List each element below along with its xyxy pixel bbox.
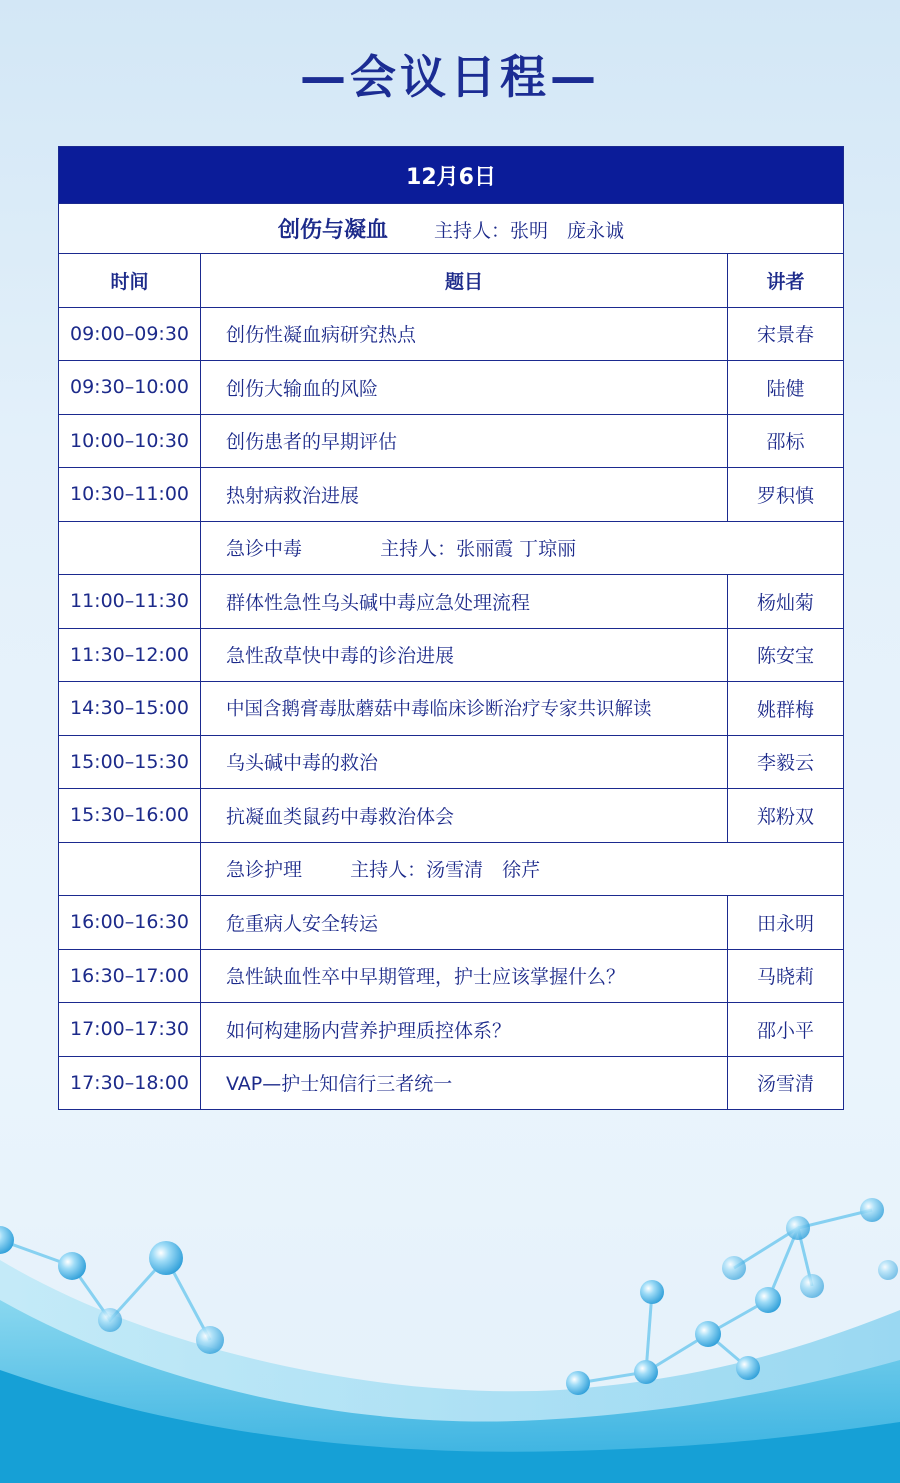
table-header-row bbox=[59, 254, 844, 308]
table-row bbox=[59, 361, 844, 415]
header-time: 时间 bbox=[59, 254, 201, 308]
topic-cell: 创伤大输血的风险 bbox=[201, 361, 728, 415]
speaker-cell: 李毅云 bbox=[728, 735, 844, 789]
topic-cell: 抗凝血类鼠药中毒救治体会 bbox=[201, 789, 728, 843]
table-row bbox=[59, 735, 844, 789]
table-row bbox=[59, 468, 844, 522]
table-row bbox=[59, 575, 844, 629]
speaker-cell: 杨灿菊 bbox=[728, 575, 844, 629]
table-row bbox=[59, 307, 844, 361]
speaker-cell: 马晓莉 bbox=[728, 949, 844, 1003]
table-row bbox=[59, 628, 844, 682]
time-cell: 11:30–12:00 bbox=[59, 628, 201, 682]
time-cell: 14:30–15:00 bbox=[59, 682, 201, 736]
topic-cell: 乌头碱中毒的救治 bbox=[201, 735, 728, 789]
header-topic: 题目 bbox=[201, 254, 728, 308]
topic-cell: 群体性急性乌头碱中毒应急处理流程 bbox=[201, 575, 728, 629]
molecule-wave-decoration bbox=[0, 1140, 900, 1483]
session-name: 急诊中毒 bbox=[226, 538, 303, 561]
speaker-cell: 姚群梅 bbox=[728, 682, 844, 736]
time-cell: 15:30–16:00 bbox=[59, 789, 201, 843]
topic-cell: 创伤患者的早期评估 bbox=[201, 414, 728, 468]
session-cell bbox=[59, 204, 844, 254]
time-cell: 16:30–17:00 bbox=[59, 949, 201, 1003]
session-name: 创伤与凝血 bbox=[277, 218, 388, 243]
time-cell: 16:00–16:30 bbox=[59, 896, 201, 950]
session-row-trauma bbox=[59, 204, 844, 254]
time-cell: 17:30–18:00 bbox=[59, 1056, 201, 1110]
speaker-cell: 汤雪清 bbox=[728, 1056, 844, 1110]
speaker-cell: 罗积慎 bbox=[728, 468, 844, 522]
header-speaker: 讲者 bbox=[728, 254, 844, 308]
time-cell: 09:00–09:30 bbox=[59, 307, 201, 361]
date-label: 12月6日 bbox=[59, 147, 844, 204]
speaker-cell: 陈安宝 bbox=[728, 628, 844, 682]
table-row bbox=[59, 949, 844, 1003]
empty-cell bbox=[59, 521, 201, 575]
speaker-cell: 田永明 bbox=[728, 896, 844, 950]
topic-cell: 急性敌草快中毒的诊治进展 bbox=[201, 628, 728, 682]
topic-cell: 创伤性凝血病研究热点 bbox=[201, 307, 728, 361]
empty-cell bbox=[59, 842, 201, 896]
session-name: 急诊护理 bbox=[226, 859, 303, 882]
time-cell: 10:30–11:00 bbox=[59, 468, 201, 522]
session-host: 主持人：张丽霞 丁琼丽 bbox=[380, 538, 577, 561]
table-row bbox=[59, 1056, 844, 1110]
speaker-cell: 宋景春 bbox=[728, 307, 844, 361]
topic-cell: 热射病救治进展 bbox=[201, 468, 728, 522]
topic-cell: 急性缺血性卒中早期管理，护士应该掌握什么？ bbox=[201, 949, 728, 1003]
table-row bbox=[59, 1003, 844, 1057]
session-cell bbox=[201, 521, 844, 575]
table-row bbox=[59, 896, 844, 950]
speaker-cell: 邵标 bbox=[728, 414, 844, 468]
session-cell bbox=[201, 842, 844, 896]
table-row bbox=[59, 682, 844, 736]
table-row bbox=[59, 789, 844, 843]
time-cell: 11:00–11:30 bbox=[59, 575, 201, 629]
time-cell: 15:00–15:30 bbox=[59, 735, 201, 789]
time-cell: 17:00–17:30 bbox=[59, 1003, 201, 1057]
table-row bbox=[59, 414, 844, 468]
session-row-nursing bbox=[59, 842, 844, 896]
topic-cell: VAP—护士知信行三者统一 bbox=[201, 1056, 728, 1110]
date-row bbox=[59, 147, 844, 204]
schedule-table bbox=[58, 146, 844, 1110]
topic-cell: 危重病人安全转运 bbox=[201, 896, 728, 950]
speaker-cell: 郑粉双 bbox=[728, 789, 844, 843]
time-cell: 09:30–10:00 bbox=[59, 361, 201, 415]
speaker-cell: 陆健 bbox=[728, 361, 844, 415]
topic-cell: 如何构建肠内营养护理质控体系？ bbox=[201, 1003, 728, 1057]
session-host: 主持人：汤雪清 徐芹 bbox=[350, 859, 541, 882]
session-row-poisoning bbox=[59, 521, 844, 575]
topic-cell: 中国含鹅膏毒肽蘑菇中毒临床诊断治疗专家共识解读 bbox=[201, 682, 728, 736]
session-host: 主持人：张明 庞永诚 bbox=[434, 220, 625, 242]
page-title: —会议日程— bbox=[300, 50, 600, 104]
speaker-cell: 邵小平 bbox=[728, 1003, 844, 1057]
time-cell: 10:00–10:30 bbox=[59, 414, 201, 468]
